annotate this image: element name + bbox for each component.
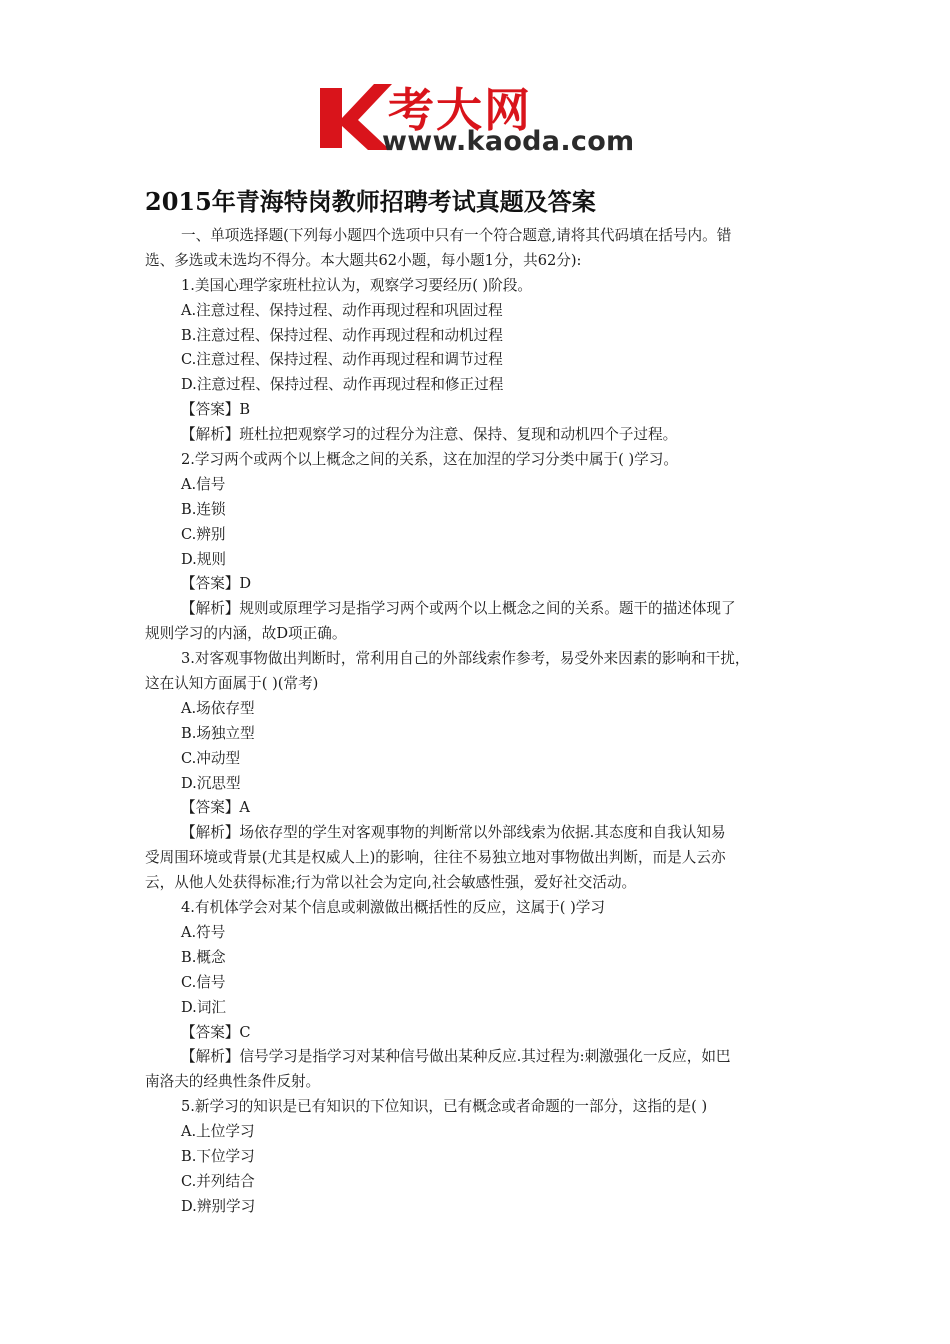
analysis: 规则学习的内涵，故D项正确。	[145, 625, 347, 643]
answer: 【答案】C	[181, 1023, 251, 1041]
question-block	[145, 896, 815, 1095]
option-d: D.辨别学习	[181, 1197, 256, 1215]
kaoda-logo[interactable]	[318, 78, 648, 162]
question-stem: 3.对客观事物做出判断时，常利用自己的外部线索作参考，易受外来因素的影响和干扰，	[181, 650, 750, 668]
analysis: 【解析】班杜拉把观察学习的过程分为注意、保持、复现和动机四个子过程。	[181, 426, 678, 444]
intro-line: 一、单项选择题(下列每小题四个选项中只有一个符合题意,请将其代码填在括号内。错	[181, 227, 732, 244]
question-block	[145, 448, 815, 647]
brand-url[interactable]: www.kaoda.com	[382, 126, 635, 157]
question-stem: 5.新学习的知识是已有知识的下位知识，已有概念或者命题的一部分，这指的是( )	[181, 1098, 708, 1116]
option-a: A.注意过程、保持过程、动作再现过程和巩固过程	[181, 301, 503, 319]
analysis: 南洛夫的经典性条件反射。	[145, 1073, 321, 1091]
question-block	[145, 647, 815, 896]
option-c: C.并列结合	[181, 1172, 255, 1190]
option-d: D.注意过程、保持过程、动作再现过程和修正过程	[181, 376, 504, 394]
brand-name-cn: 考大网	[388, 83, 532, 137]
option-d: D.词汇	[181, 998, 227, 1016]
option-c: C.注意过程、保持过程、动作再现过程和调节过程	[181, 351, 503, 369]
question-stem: 2.学习两个或两个以上概念之间的关系，这在加涅的学习分类中属于( )学习。	[181, 451, 678, 469]
option-d: D.规则	[181, 550, 227, 568]
question-block	[145, 1095, 815, 1219]
option-a: A.场依存型	[181, 699, 255, 717]
document-title: 2015年青海特岗教师招聘考试真题及答案	[145, 187, 596, 216]
analysis: 【解析】规则或原理学习是指学习两个或两个以上概念之间的关系。题干的描述体现了	[181, 600, 736, 618]
analysis: 【解析】场依存型的学生对客观事物的判断常以外部线索为依据.其态度和自我认知易	[181, 824, 726, 842]
analysis: 受周围环境或背景(尤其是权威人上)的影响，往往不易独立地对事物做出判断，而是人云亦	[145, 849, 726, 867]
option-a: A.上位学习	[181, 1123, 255, 1141]
option-a: A.信号	[181, 475, 226, 493]
option-b: B.连锁	[181, 500, 226, 518]
analysis: 云，从他人处获得标准;行为常以社会为定向,社会敏感性强，爱好社交活动。	[145, 874, 637, 892]
intro-line: 选、多选或未选均不得分。本大题共62小题，每小题1分，共62分):	[145, 251, 582, 269]
option-b: B.下位学习	[181, 1147, 255, 1165]
question-stem: 这在认知方面属于( )(常考)	[145, 675, 319, 693]
answer: 【答案】A	[181, 799, 250, 817]
option-d: D.沉思型	[181, 774, 241, 792]
question-block	[145, 274, 815, 448]
analysis: 【解析】信号学习是指学习对某种信号做出某种反应.其过程为:刺激强化一反应，如巴	[181, 1048, 731, 1066]
answer: 【答案】D	[181, 575, 252, 593]
option-b: B.注意过程、保持过程、动作再现过程和动机过程	[181, 326, 503, 344]
option-c: C.冲动型	[181, 749, 241, 767]
document-body	[145, 224, 815, 1220]
option-b: B.概念	[181, 948, 226, 966]
option-c: C.信号	[181, 973, 226, 991]
question-stem: 4.有机体学会对某个信息或刺激做出概括性的反应，这属于( )学习	[181, 899, 605, 917]
option-a: A.符号	[181, 923, 226, 941]
option-c: C.辨别	[181, 525, 226, 543]
question-stem: 1.美国心理学家班杜拉认为，观察学习要经历( )阶段。	[181, 276, 533, 294]
option-b: B.场独立型	[181, 724, 255, 742]
answer: 【答案】B	[181, 401, 251, 419]
